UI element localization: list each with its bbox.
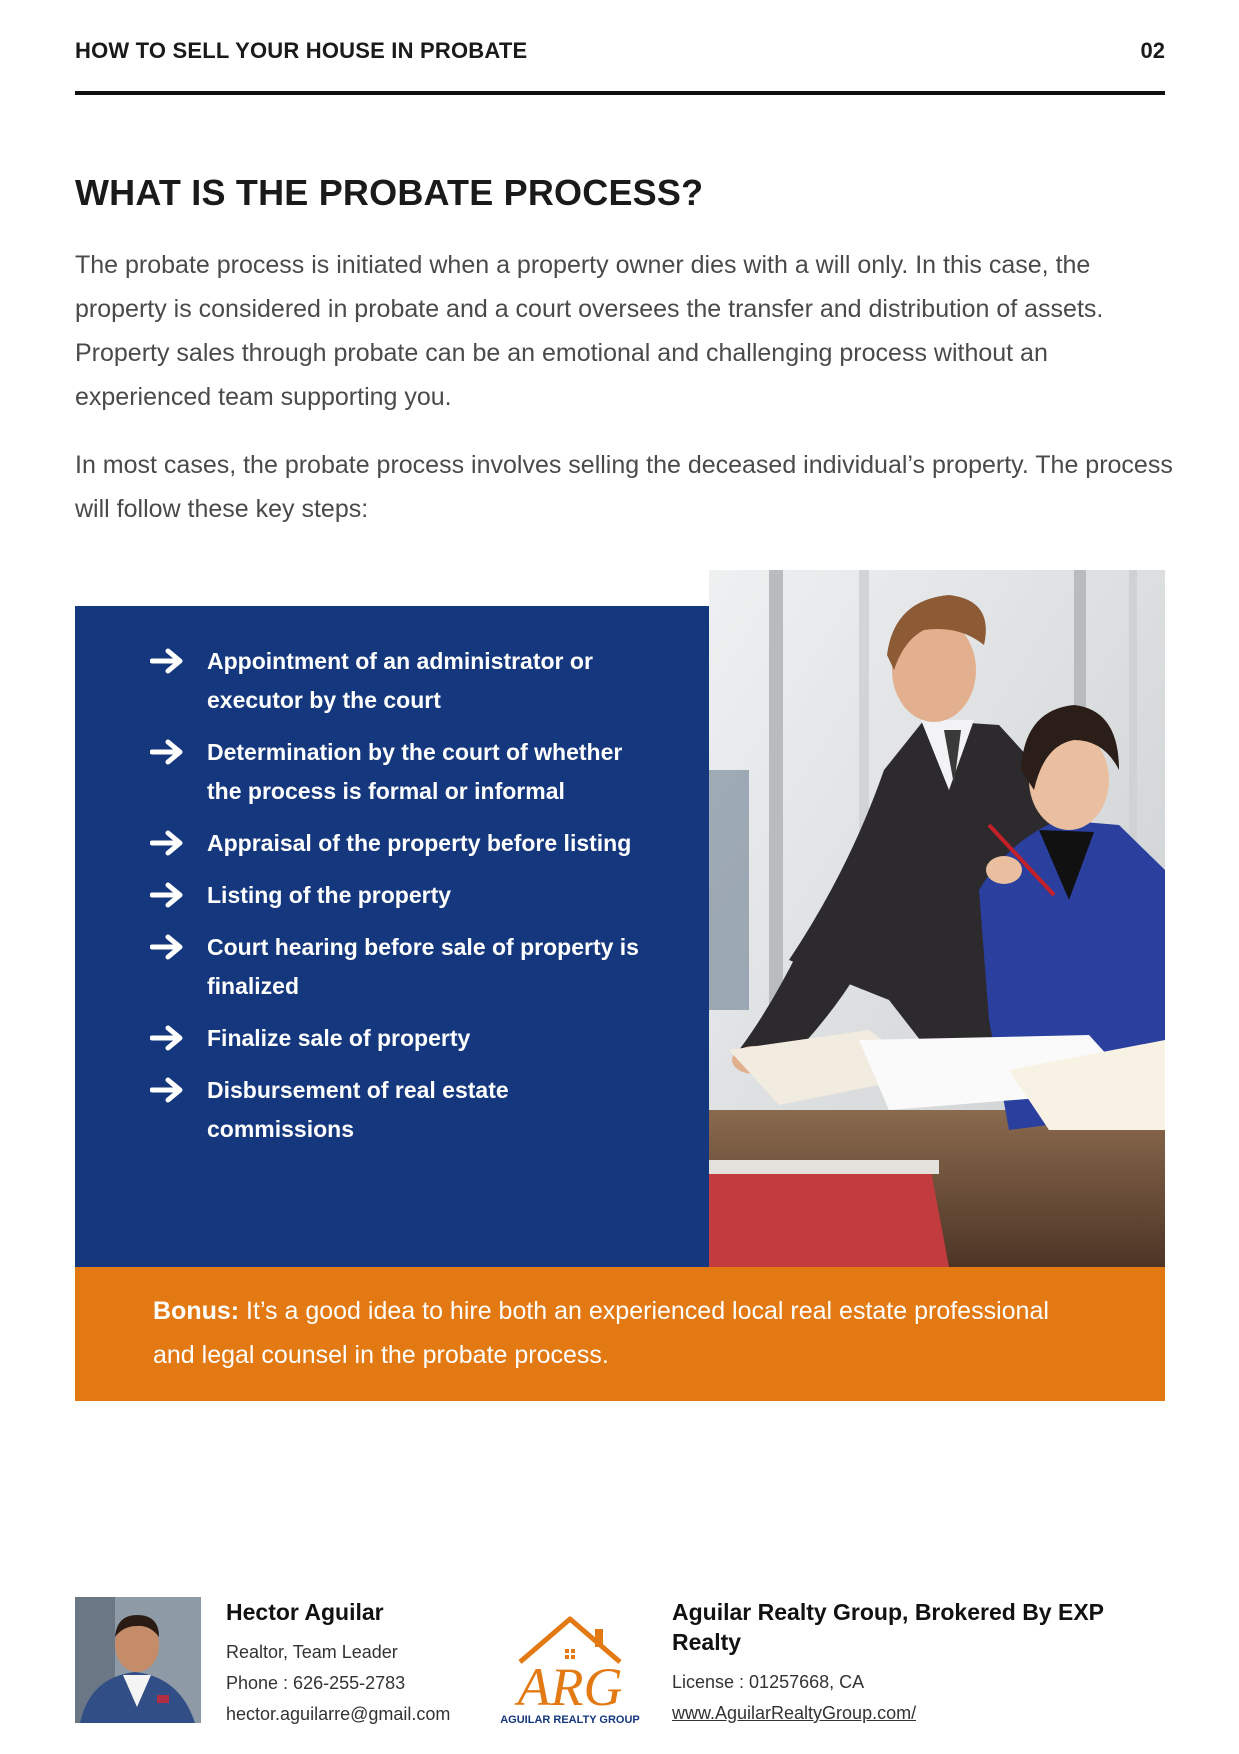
company-info	[672, 1597, 1172, 1729]
step-text: Finalize sale of property	[207, 1025, 471, 1051]
agent-avatar	[75, 1597, 201, 1723]
footer	[75, 1597, 1165, 1727]
section-title: WHAT IS THE PROBATE PROCESS?	[75, 172, 704, 213]
step-text: Appraisal of the property before listing	[207, 830, 632, 856]
document-title: HOW TO SELL YOUR HOUSE IN PROBATE	[75, 38, 528, 63]
step-text: Determination by the court of whether the process is formal or informal	[207, 739, 623, 804]
arrow-right-icon	[150, 1023, 184, 1053]
agent-phone: Phone : 626-255-2783	[226, 1673, 406, 1693]
logo-letters: ARG	[517, 1657, 623, 1717]
page-number: 02	[1140, 38, 1165, 63]
bonus-callout	[75, 1267, 1165, 1401]
step-text: Disbursement of real estate commissions	[207, 1077, 509, 1142]
logo-caption: AGUILAR REALTY GROUP	[500, 1714, 640, 1726]
arrow-right-icon	[150, 880, 184, 910]
header-divider	[75, 91, 1165, 95]
arrow-right-icon	[150, 1075, 184, 1105]
company-name: Aguilar Realty Group, Brokered By EXP Realty	[672, 1599, 1104, 1655]
agent-info	[226, 1597, 486, 1730]
bonus-text	[153, 1289, 1053, 1377]
bonus-body: It’s a good idea to hire both an experienced local real estate professional and legal counsel in the probate process.	[153, 1297, 1049, 1369]
list-item	[150, 733, 650, 811]
step-text: Listing of the property	[207, 882, 452, 908]
arrow-right-icon	[150, 646, 184, 676]
company-license: License : 01257668, CA	[672, 1672, 865, 1692]
list-item	[150, 928, 650, 1006]
arrow-right-icon	[150, 737, 184, 767]
aguilar-realty-logo	[495, 1607, 645, 1727]
business-people-photo	[709, 570, 1165, 1267]
step-text: Appointment of an administrator or executor by the court	[207, 648, 593, 713]
page-header	[75, 36, 1165, 96]
list-item	[150, 642, 650, 720]
arrow-right-icon	[150, 828, 184, 858]
agent-name: Hector Aguilar	[226, 1599, 384, 1625]
list-item	[150, 1071, 650, 1149]
bonus-label: Bonus:	[153, 1297, 240, 1325]
steps-list	[150, 642, 650, 1162]
steps-intro-paragraph: In most cases, the probate process involves selling the deceased individual’s property. The process will follow these key steps:	[75, 451, 1173, 523]
steps-panel	[75, 606, 709, 1267]
agent-email: hector.aguilarre@gmail.com	[226, 1704, 451, 1724]
list-item	[150, 824, 650, 863]
agent-role: Realtor, Team Leader	[226, 1642, 398, 1662]
list-item	[150, 1019, 650, 1058]
website-link[interactable]: www.AguilarRealtyGroup.com/	[672, 1703, 917, 1723]
arrow-right-icon	[150, 932, 184, 962]
list-item	[150, 876, 650, 915]
step-text: Court hearing before sale of property is finalized	[207, 934, 639, 999]
intro-paragraph: The probate process is initiated when a property owner dies with a will only. In this case, the property is considered in probate and a court oversees the transfer and distribution of assets. Property sales through probate can be an emotional and challenging process without an experienced team supporting you.	[75, 251, 1104, 411]
